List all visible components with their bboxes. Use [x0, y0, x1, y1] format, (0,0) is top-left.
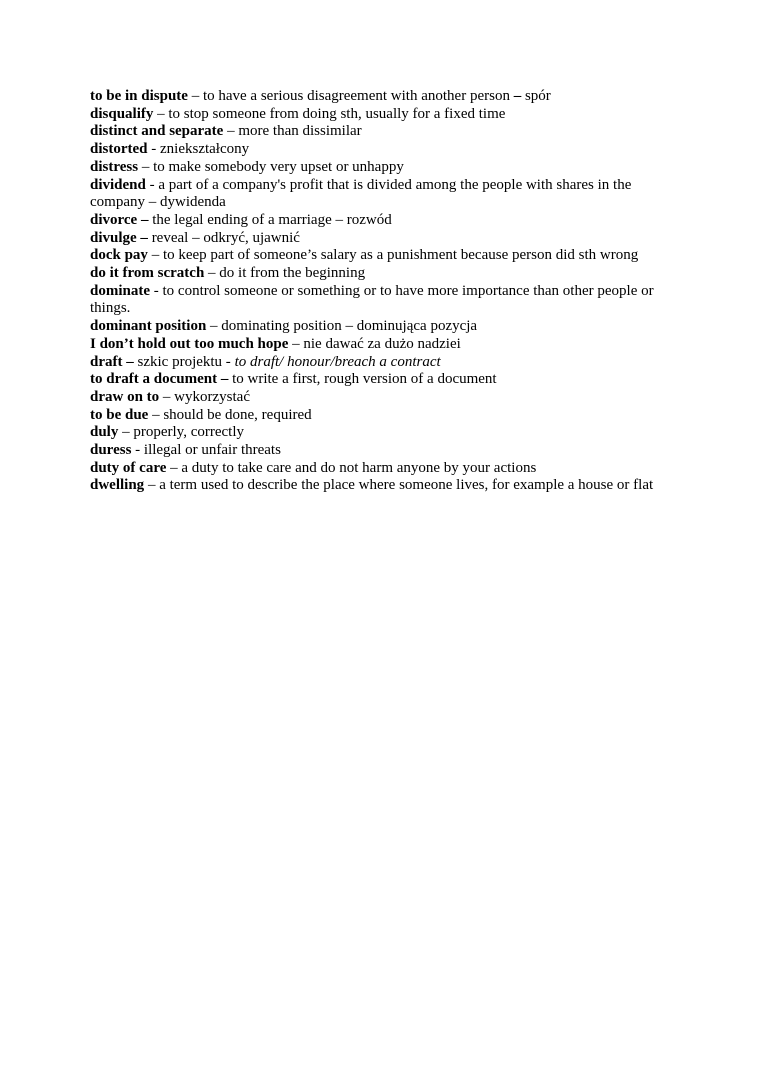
- entry-term: I don’t hold out too much hope: [90, 335, 289, 352]
- glossary-entry: [90, 460, 678, 478]
- entry-definition: – nie dawać za dużo nadziei: [288, 335, 461, 352]
- entry-term: distress: [90, 158, 139, 175]
- glossary-entry: [90, 371, 678, 389]
- glossary-entry: [90, 477, 678, 495]
- glossary-entry: [90, 354, 678, 372]
- glossary-entry: [90, 212, 678, 230]
- entry-term: divorce –: [90, 211, 149, 228]
- entry-definition: – to keep part of someone’s salary as a punishment because person did sth wrong: [147, 247, 639, 264]
- entry-definition: - a part of a company's profit that is divided among the people with shares in the company – dywidenda: [90, 176, 632, 211]
- entry-example: to draft/ honour/breach a contract: [234, 353, 441, 370]
- entry-term: dominant position: [90, 318, 207, 335]
- entry-term: dividend: [90, 176, 146, 193]
- entry-term: to draft a document –: [90, 371, 229, 388]
- glossary-entry: [90, 283, 678, 318]
- entry-definition: – to stop someone from doing sth, usually for a fixed time: [153, 105, 506, 122]
- glossary-entry: [90, 336, 678, 354]
- entry-definition: – do it from the beginning: [204, 265, 366, 282]
- glossary-entry: [90, 159, 678, 177]
- glossary-entry: [90, 230, 678, 248]
- entry-definition: – a term used to describe the place where someone lives, for example a house or flat: [144, 477, 654, 494]
- entry-term: duty of care: [90, 459, 167, 476]
- glossary-entry: [90, 442, 678, 460]
- glossary-entry: [90, 318, 678, 336]
- entry-definition: – properly, correctly: [118, 424, 244, 441]
- entry-term: divulge –: [90, 229, 148, 246]
- entry-term: to be due: [90, 406, 149, 423]
- entry-term: dwelling: [90, 477, 145, 494]
- entry-definition: – more than dissimilar: [223, 123, 362, 140]
- entry-definition: - illegal or unfair threats: [131, 442, 281, 459]
- entry-term: draft –: [90, 353, 134, 370]
- entry-definition: – to have a serious disagreement with another person: [187, 88, 514, 104]
- entry-definition: – a duty to take care and do not harm anyone by your actions: [166, 459, 537, 476]
- entry-definition: – wykorzystać: [159, 388, 250, 405]
- glossary-entry: [90, 265, 678, 283]
- glossary-entry: [90, 106, 678, 124]
- entry-definition: szkic projektu -: [133, 353, 235, 370]
- entry-definition: – dominating position – dominująca pozycja: [206, 318, 478, 335]
- entry-term: dominate: [90, 282, 150, 299]
- entry-term: duly: [90, 424, 119, 441]
- entry-term: –: [513, 88, 522, 104]
- glossary-entry: [90, 123, 678, 141]
- glossary-entry: [90, 141, 678, 159]
- entry-definition: - to control someone or something or to have more importance than other people or things.: [90, 282, 654, 317]
- entry-term: distorted: [90, 141, 148, 158]
- entry-definition: – to make somebody very upset or unhappy: [138, 158, 404, 175]
- glossary-entry: [90, 247, 678, 265]
- entry-term: do it from scratch: [90, 265, 205, 282]
- entry-definition: - zniekształcony: [147, 141, 250, 158]
- glossary-entry: [90, 407, 678, 425]
- entry-term: disqualify: [90, 105, 154, 122]
- entry-term: dock pay: [90, 247, 148, 264]
- entry-definition: to write a first, rough version of a document: [228, 371, 497, 388]
- glossary-entry: [90, 389, 678, 407]
- glossary: [90, 88, 678, 495]
- entry-term: distinct and separate: [90, 123, 224, 140]
- entry-definition: reveal – odkryć, ujawnić: [147, 229, 300, 246]
- entry-definition: spór: [521, 88, 551, 104]
- glossary-entry: [90, 88, 678, 106]
- entry-term: duress: [90, 442, 132, 459]
- glossary-entry: [90, 177, 678, 212]
- entry-definition: – should be done, required: [148, 406, 312, 423]
- entry-definition: the legal ending of a marriage – rozwód: [148, 211, 392, 228]
- entry-term: draw on to: [90, 388, 160, 405]
- glossary-entry: [90, 424, 678, 442]
- entry-term: to be in dispute: [90, 88, 188, 104]
